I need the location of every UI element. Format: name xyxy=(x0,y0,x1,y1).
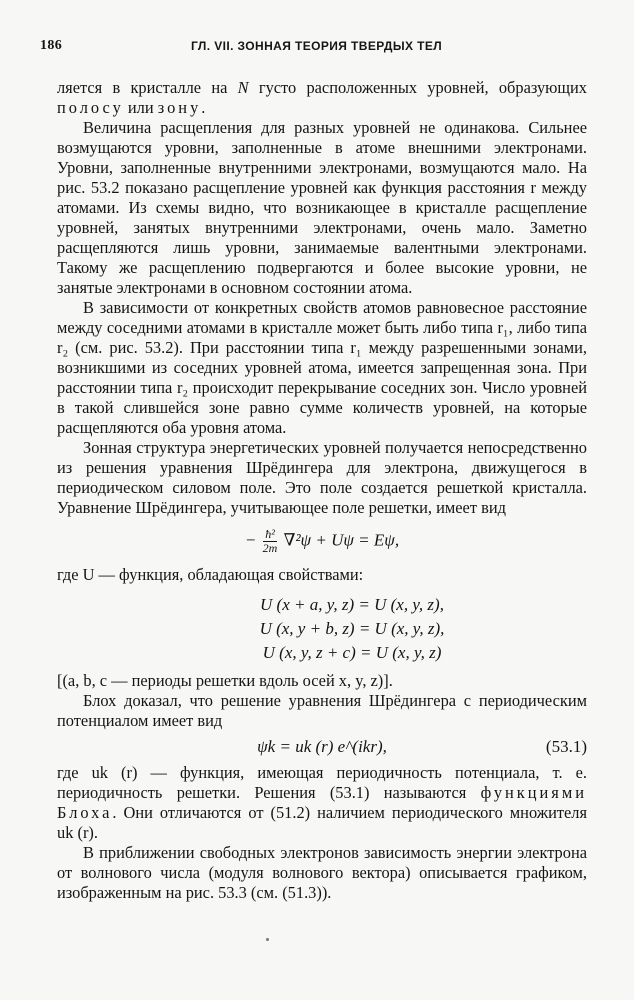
paragraph-potential: где U — функция, обладающая свойствами: xyxy=(57,565,364,584)
p8-text: где uk (r) — функция, имеющая периодичность потенциала, т. е. периодичность решетки. Решения (53.1) называются xyxy=(57,763,587,802)
print-speck xyxy=(266,938,269,941)
equation-number: (53.1) xyxy=(545,737,587,756)
paragraph-free-electrons: В приближении свободных электронов зависимость энергии электрона от волнового числа (модуля волнового вектора) описывается графиком, изображенным на рис. 53.3 (см. (51.3)). xyxy=(57,843,587,902)
page-number: 186 xyxy=(40,38,63,53)
eq1-numerator: ħ² xyxy=(263,528,278,542)
running-header xyxy=(40,38,594,60)
eq1-fraction xyxy=(263,528,278,555)
paragraph-schrodinger: Зонная структура энергетических уровней получается непосредственно из решения уравнения Шрёдингера для электрона, движущегося в периодическом силовом поле. Это поле создается решеткой кристалла. Уравнение Шрёдингера, учитывающее поле решетки, имеет вид xyxy=(57,438,587,517)
term-band: полосу xyxy=(57,98,124,117)
periodicity-eq-y: U (x, y + b, z) = U (x, y, z), xyxy=(259,619,445,638)
bloch-equation xyxy=(57,737,587,757)
periodicity-eq-z: U (x, y, z + c) = U (x, y, z) xyxy=(262,643,442,662)
periodicity-equations xyxy=(57,593,587,665)
term-zone: зону xyxy=(157,98,202,117)
running-title: ГЛ. VII. ЗОННАЯ ТЕОРИЯ ТВЕРДЫХ ТЕЛ xyxy=(191,39,443,53)
p1-var-n: N xyxy=(237,78,249,97)
paragraph-equilibrium: В зависимости от конкретных свойств атомов равновесное расстояние между соседними атомами в кристалле может быть либо типа r₁, либо типа r₂ (см. рис. 53.2). При расстоянии типа r₁ между разрешенными зонами, возникшими из соседних уровней атома, имеется запрещенная зона. При расстоянии типа r₂ происходит перекрывание соседних зон. Число уровней в такой слившейся зоне равно сумме количеств уровней, на которые расщепляются оба уровня атома. xyxy=(57,298,587,437)
paragraph-lattice-periods: [(a, b, c — периоды решетки вдоль осей x, y, z)]. xyxy=(57,671,393,690)
p1-text: ляется в кристалле на xyxy=(57,78,238,97)
eq1-rest: ∇²ψ + Uψ = Eψ, xyxy=(283,530,400,550)
paragraph-continuation xyxy=(57,78,587,118)
paragraph-splitting: Величина расщепления для разных уровней не одинакова. Сильнее возмущаются уровни, заполненные в атоме внешними электронами. Уровни, заполненные внутренними электронами, возмущаются мало. На рис. 53.2 показано расщепление уровней как функция расстояния r между атомами. Из схемы видно, что возникающее в кристалле расщепление уровней, занятых внутренними электронами, очень мало. Заметно расщепляются лишь уровни, занимаемые валентными электронами. Такому же расщеплению подвергаются и более высокие уровни, не занятые электронами в основном состоянии атома. xyxy=(57,118,587,297)
p1-mid: или xyxy=(123,98,158,117)
eq1-denominator: 2m xyxy=(262,541,278,555)
paragraph-bloch-functions xyxy=(57,763,587,843)
paragraph-bloch: Блох доказал, что решение уравнения Шрёдингера с периодическим потенциалом имеет вид xyxy=(57,691,587,730)
schrodinger-equation xyxy=(57,528,587,555)
bloch-expression: ψk = uk (r) e^(ikr), xyxy=(257,737,387,756)
p1-end: . xyxy=(201,98,206,117)
periodicity-eq-x: U (x + a, y, z) = U (x, y, z), xyxy=(260,595,444,614)
term-bloch-functions: функциями Блоха xyxy=(57,783,587,822)
p8-end: . Они отличаются от (51.2) наличием периодического множителя uk (r). xyxy=(57,803,587,842)
p1-text2: густо расположенных уровней, образующих xyxy=(248,78,587,97)
eq1-minus: − xyxy=(244,530,257,550)
page-body xyxy=(57,78,587,903)
